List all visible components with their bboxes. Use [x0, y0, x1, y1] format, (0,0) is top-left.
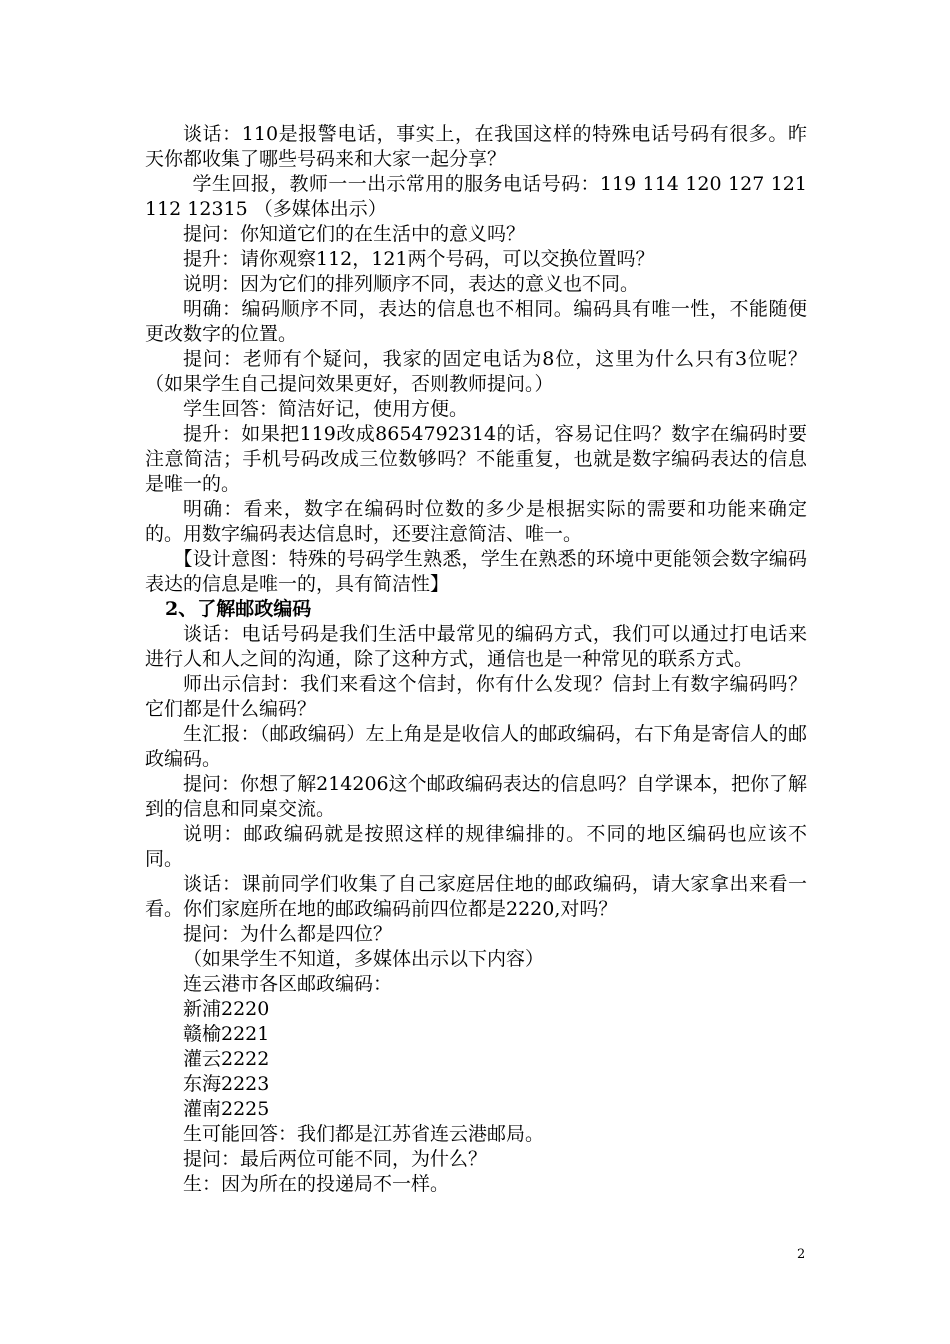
list-item: 东海2223 [183, 1073, 270, 1095]
paragraph-talk-phone: 谈话：电话号码是我们生活中最常见的编码方式，我们可以通过打电话来进行人和人之间的沟通，除了这种方式，通信也是一种常见的联系方式。 [145, 623, 807, 670]
paragraph-explain-order: 说明：因为它们的排列顺序不同，表达的意义也不同。 [183, 273, 640, 295]
paragraph-design-intent: 【设计意图：特殊的号码学生熟悉，学生在熟悉的环境中更能领会数字编码表达的信息是唯一的，具有简洁性】 [145, 548, 807, 595]
paragraph-student-answer: 学生回答：简洁好记，使用方便。 [183, 398, 469, 420]
paragraph-teacher-envelope: 师出示信封：我们来看这个信封，你有什么发现？信封上有数字编码吗？它们都是什么编码？ [145, 673, 807, 720]
paragraph-question-meaning: 提问：你知道它们的在生活中的意义吗？ [183, 223, 526, 245]
paragraph-question-214206: 提问：你想了解214206这个邮政编码表达的信息吗？自学课本，把你了解到的信息和同桌交流。 [145, 773, 807, 820]
paragraph-student-delivery: 生：因为所在的投递局不一样。 [183, 1173, 450, 1195]
paragraph-talk-110: 谈话：110是报警电话，事实上，在我国这样的特殊电话号码有很多。昨天你都收集了哪些号码来和大家一起分享？ [145, 123, 807, 170]
page-number: 2 [797, 1247, 806, 1262]
postcode-list [145, 997, 807, 1122]
paragraph-postcode-list-title: 连云港市各区邮政编码： [183, 973, 393, 995]
paragraph-student-report: 学生回报，教师一一出示常用的服务电话号码：119 114 120 127 121 112 12315 （多媒体出示） [145, 173, 807, 220]
paragraph-question-four: 提问：为什么都是四位？ [183, 923, 393, 945]
paragraph-clarify-unique: 明确：编码顺序不同，表达的信息也不相同。编码具有唯一性，不能随便更改数字的位置。 [145, 298, 807, 345]
paragraph-student-report-postcode: 生汇报：（邮政编码）左上角是是收信人的邮政编码，右下角是寄信人的邮政编码。 [145, 723, 807, 770]
section-heading-postcode: 2、了解邮政编码 [165, 598, 312, 620]
paragraph-talk-home-postcode: 谈话：课前同学们收集了自己家庭居住地的邮政编码，请大家拿出来看一看。你们家庭所在地的邮政编码前四位都是2220,对吗？ [145, 873, 807, 920]
paragraph-explain-rule: 说明：邮政编码就是按照这样的规律编排的。不同的地区编码也应该不同。 [145, 823, 807, 870]
paragraph-clarify-length: 明确：看来，数字在编码时位数的多少是根据实际的需要和功能来确定的。用数字编码表达信息时，还要注意简洁、唯一。 [145, 498, 807, 545]
paragraph-question-digits: 提问：老师有个疑问，我家的固定电话为8位，这里为什么只有3位呢？（如果学生自己提问效果更好，否则教师提问。） [145, 348, 807, 395]
paragraph-possible-answer: 生可能回答：我们都是江苏省连云港邮局。 [183, 1123, 545, 1145]
list-item: 新浦2220 [183, 998, 270, 1020]
page-content [145, 122, 807, 1197]
list-item: 灌南2225 [183, 1098, 270, 1120]
paragraph-raise-swap: 提升：请你观察112，121两个号码，可以交换位置吗？ [183, 248, 655, 270]
list-item: 赣榆2221 [183, 1023, 270, 1045]
list-item: 灌云2222 [183, 1048, 270, 1070]
paragraph-multimedia-note: （如果学生不知道，多媒体出示以下内容） [183, 948, 545, 970]
paragraph-raise-simple: 提升：如果把119改成8654792314的话，容易记住吗？数字在编码时要注意简洁；手机号码改成三位数够吗？不能重复，也就是数字编码表达的信息是唯一的。 [145, 423, 807, 495]
paragraph-question-last-two: 提问：最后两位可能不同，为什么？ [183, 1148, 488, 1170]
